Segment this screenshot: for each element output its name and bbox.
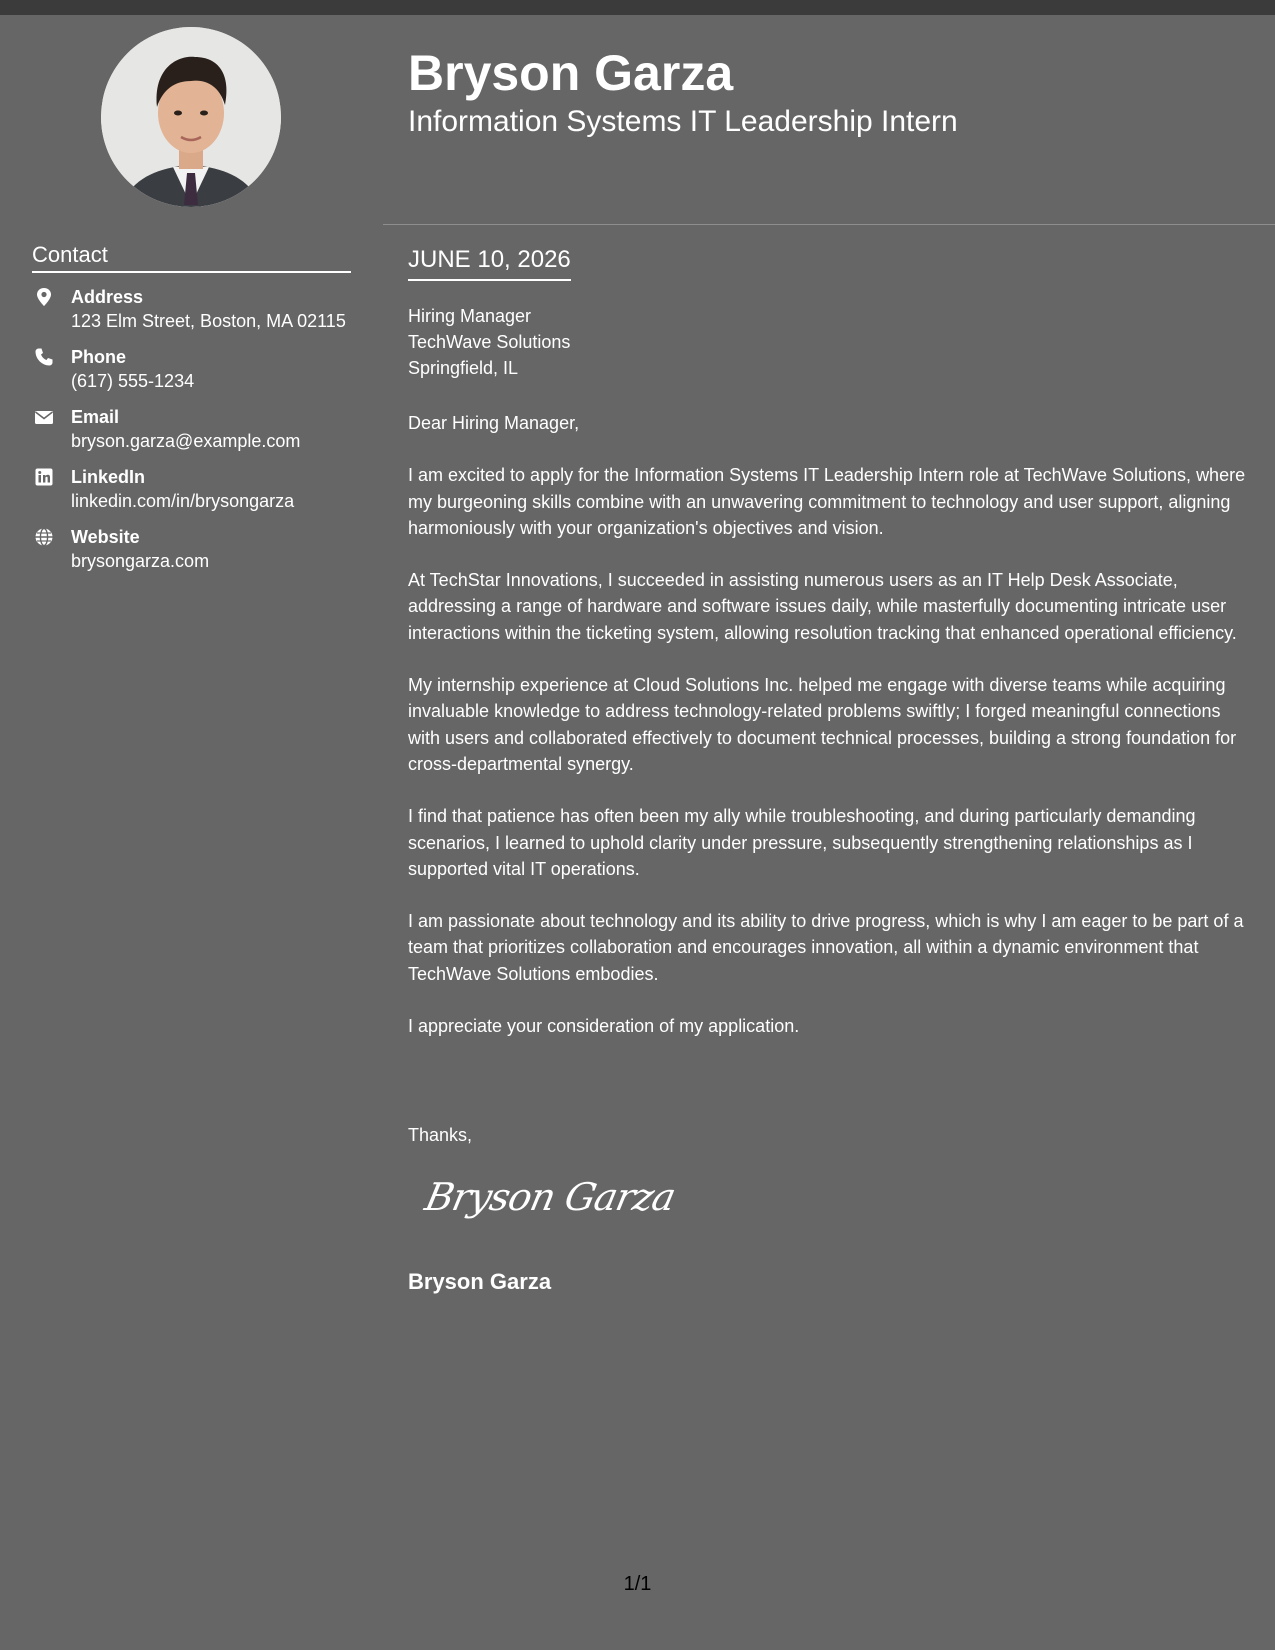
- recipient-company: TechWave Solutions: [408, 332, 571, 352]
- letter-paragraph: My internship experience at Cloud Solutions Inc. helped me engage with diverse teams while acquiring invaluable knowledge to address technology-related problems swiftly; I forged meaningful connections with users and collaborated effectively to document technical processes, building a strong foundation for cross-departmental synergy.: [408, 675, 1237, 774]
- contact-value: linkedin.com/in/brysongarza: [71, 491, 295, 511]
- job-title: Information Systems IT Leadership Intern: [408, 105, 958, 138]
- linkedin-icon: [34, 467, 54, 487]
- contact-item-phone: [32, 346, 352, 394]
- contact-value: bryson.garza@example.com: [71, 431, 301, 451]
- letter-body: [408, 410, 1248, 1065]
- letter-date: JUNE 10, 2026: [408, 244, 571, 281]
- letter-paragraph: I am excited to apply for the Information Systems IT Leadership Intern role at TechWave Solutions, where my burgeoning skills combine with an unwavering commitment to technology and user support, aligning harmoniously with your organization's objectives and vision.: [408, 465, 1246, 538]
- candidate-name: Bryson Garza: [408, 45, 734, 101]
- contact-heading: Contact: [32, 240, 351, 273]
- recipient-location: Springfield, IL: [408, 358, 519, 378]
- contact-label: Address: [71, 287, 144, 307]
- contact-value: 123 Elm Street, Boston, MA 02115: [71, 311, 346, 331]
- contact-list: [32, 286, 352, 586]
- signature: Bryson Garza: [421, 1175, 680, 1219]
- envelope-icon: [34, 407, 54, 427]
- contact-label: Email: [71, 407, 120, 427]
- phone-icon: [34, 347, 54, 367]
- salutation: Dear Hiring Manager,: [408, 413, 580, 433]
- recipient-name: Hiring Manager: [408, 306, 532, 326]
- letter-paragraph: I am passionate about technology and its ability to drive progress, which is why I am eager to be part of a team that prioritizes collaboration and encourages innovation, all within a dynamic environment that TechWave Solutions embodies.: [408, 911, 1244, 984]
- contact-label: LinkedIn: [71, 467, 146, 487]
- contact-item-website: [32, 526, 352, 574]
- contact-value: brysongarza.com: [71, 551, 210, 571]
- top-bar: [0, 0, 1275, 15]
- profile-photo: [101, 27, 281, 207]
- closing: Thanks,: [408, 1125, 473, 1145]
- contact-label: Phone: [71, 347, 127, 367]
- signed-name: Bryson Garza: [408, 1269, 552, 1294]
- contact-label: Website: [71, 527, 140, 547]
- avatar: [101, 27, 281, 207]
- page-number: 1/1: [623, 1573, 652, 1595]
- recipient-block: [408, 303, 570, 381]
- letter-paragraph: I find that patience has often been my ally while troubleshooting, and during particularly demanding scenarios, I learned to uphold clarity under pressure, subsequently strengthening relationships as I supported vital IT operations.: [408, 806, 1196, 879]
- map-pin-icon: [34, 287, 54, 307]
- contact-item-linkedin: [32, 466, 352, 514]
- header-divider: [383, 224, 1275, 225]
- letter-paragraph: I appreciate your consideration of my application.: [408, 1016, 800, 1037]
- contact-value: (617) 555-1234: [71, 371, 195, 391]
- contact-item-address: [32, 286, 352, 334]
- contact-item-email: [32, 406, 352, 454]
- globe-icon: [34, 527, 54, 547]
- letter-paragraph: At TechStar Innovations, I succeeded in assisting numerous users as an IT Help Desk Associate, addressing a range of hardware and software issues daily, while masterfully documenting intricate user interactions within the ticketing system, allowing resolution tracking that enhanced operational efficiency.: [408, 570, 1237, 643]
